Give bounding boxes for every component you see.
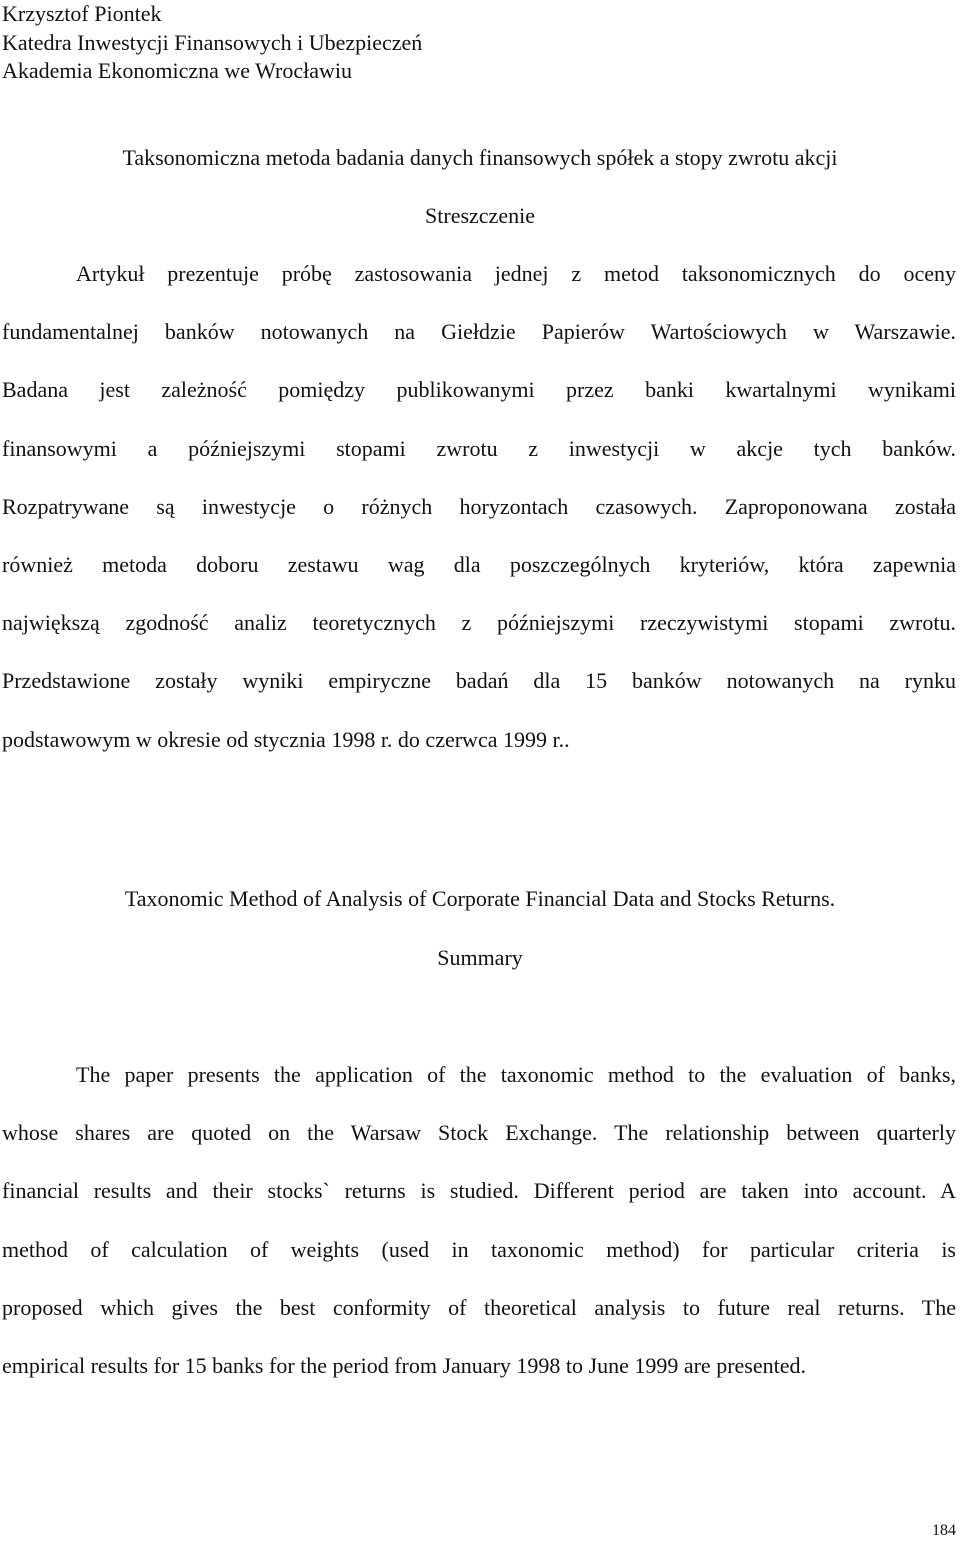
abstract-line: Badana jest zależność pomiędzy publikowanymi przez banki kwartalnymi wynikami	[2, 377, 956, 403]
university-name: Akademia Ekonomiczna we Wrocławiu	[2, 58, 352, 83]
abstract-line: Rozpatrywane są inwestycje o różnych horyzontach czasowych. Zaproponowana została	[2, 493, 956, 519]
author-name: Krzysztof Piontek	[2, 1, 162, 26]
summary-line: financial results and their stocks` returns is studied. Different period are taken into account. A	[2, 1178, 956, 1204]
english-title: Taxonomic Method of Analysis of Corporate Financial Data and Stocks Returns.	[124, 886, 836, 911]
abstract-line: największą zgodność analiz teoretycznych z późniejszymi rzeczywistymi stopami zwrotu.	[2, 610, 956, 636]
page-number: 184	[932, 1522, 956, 1539]
polish-abstract-heading: Streszczenie	[425, 203, 535, 228]
abstract-line: fundamentalnej banków notowanych na Giełdzie Papierów Wartościowych w Warszawie.	[2, 319, 956, 345]
polish-abstract	[2, 245, 956, 769]
summary-line: whose shares are quoted on the Warsaw Stock Exchange. The relationship between quarterly	[2, 1120, 956, 1146]
abstract-line: również metoda doboru zestawu wag dla poszczególnych kryteriów, która zapewnia	[2, 551, 956, 577]
abstract-line: Artykuł prezentuje próbę zastosowania jednej z metod taksonomicznych do oceny	[76, 261, 956, 286]
department-name: Katedra Inwestycji Finansowych i Ubezpieczeń	[2, 29, 423, 55]
summary-line: empirical results for 15 banks for the period from January 1998 to June 1999 are presented.	[2, 1352, 806, 1378]
summary-line: The paper presents the application of the taxonomic method to the evaluation of banks,	[76, 1062, 956, 1087]
summary-line: proposed which gives the best conformity of theoretical analysis to future real returns. The	[2, 1294, 956, 1320]
summary-line: method of calculation of weights (used in taxonomic method) for particular criteria is	[2, 1236, 956, 1262]
author-header	[2, 0, 422, 86]
abstract-line: podstawowym w okresie od stycznia 1998 r. do czerwca 1999 r..	[2, 726, 570, 752]
english-summary-heading: Summary	[437, 945, 523, 970]
english-summary	[2, 1046, 956, 1395]
abstract-line: Przedstawione zostały wyniki empiryczne badań dla 15 banków notowanych na rynku	[2, 668, 956, 694]
polish-title: Taksonomiczna metoda badania danych finansowych spółek a stopy zwrotu akcji	[122, 145, 838, 170]
abstract-line: finansowymi a późniejszymi stopami zwrotu z inwestycji w akcje tych banków.	[2, 435, 956, 461]
